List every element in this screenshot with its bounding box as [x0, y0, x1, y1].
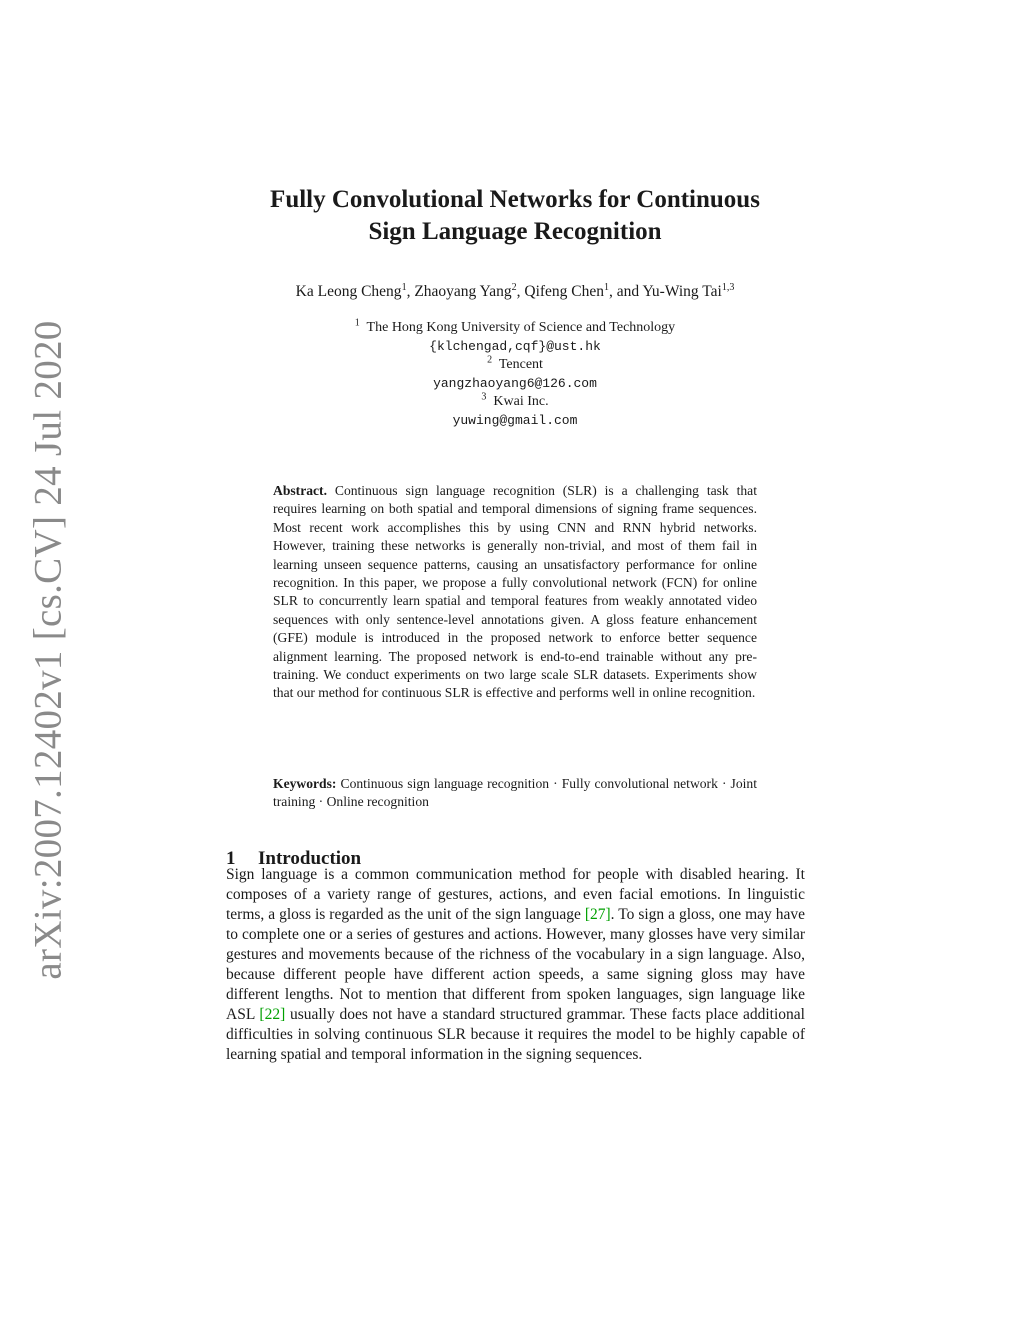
paper-title	[220, 184, 810, 248]
author-name: Zhaoyang Yang	[414, 283, 512, 300]
author-sup: 1,3	[721, 281, 735, 293]
intro-text: . To sign a gloss, one may have to complete one or a series of gestures and actions. However, many glosses have very similar gestures and movements because of the richness of the vocabulary in a sign language. Also, because different people have different action speeds, a same signing gloss may have different lengths. Not to mention that different from spoken languages, sign language like ASL	[226, 906, 805, 1023]
affiliation-email: yangzhaoyang6@126.com	[433, 375, 597, 391]
abstract-label: Abstract.	[273, 483, 327, 498]
introduction-paragraph	[226, 865, 805, 1065]
section-title: Introduction	[258, 848, 362, 869]
intro-text: usually does not have a standard structured grammar. These facts place additional difficulties in solving continuous SLR because it requires the model to be highly capable of learning spatial and temporal information in the signing sequences.	[226, 1006, 805, 1063]
affiliation-sup: 1	[354, 317, 360, 329]
affiliation-name: The Hong Kong University of Science and Technology	[366, 320, 676, 335]
affiliation-block	[250, 319, 780, 430]
abstract-text: Continuous sign language recognition (SLR) is a challenging task that requires learning on both spatial and temporal dimensions of signing frame sequences. Most recent work accomplishes this by using CNN and RNN hybrid networks. However, training these networks is generally non-trivial, and most of them fail in learning unseen sequence patterns, causing an unsatisfactory performance for online recognition. In this paper, we propose a fully convolutional network (FCN) for online SLR to concurrently learn spatial and temporal features from weakly annotated video sequences with only sentence-level annotations given. A gloss feature enhancement (GFE) module is introduced in the proposed network to enforce better sequence alignment learning. The proposed network is end-to-end trainable without any pre-training. We conduct experiments on two large scale SLR datasets. Experiments show that our method for continuous SLR is effective and performs well in online recognition.	[273, 483, 757, 701]
keywords	[273, 775, 757, 812]
keywords-label: Keywords:	[273, 776, 337, 791]
affiliation-email: yuwing@gmail.com	[452, 412, 578, 428]
affiliation-line	[250, 356, 780, 375]
affiliation-name: Tencent	[498, 357, 543, 372]
author-name: Qifeng Chen	[524, 283, 605, 300]
author-name: Yu-Wing Tai	[642, 283, 722, 300]
affiliation-sup: 2	[487, 354, 493, 366]
affiliation-sup: 3	[481, 391, 487, 403]
affiliation-email: {klchengad,cqf}@ust.hk	[429, 338, 601, 354]
citation-link[interactable]: [22]	[259, 1006, 286, 1023]
author-sup: 1	[604, 281, 610, 293]
author-sup: 2	[511, 281, 517, 293]
intro-text: Sign language is a common communication method for people with disabled hearing. It composes of a variety range of gestures, actions, and even facial emotions. In linguistic terms, a gloss is regarded as the unit of the sign language	[226, 866, 805, 923]
affiliation-line	[250, 393, 780, 412]
section-number: 1	[226, 848, 236, 869]
author-separator: ,	[406, 283, 415, 300]
author-separator: , and	[609, 283, 643, 300]
affiliation-name: Kwai Inc.	[493, 394, 549, 409]
arxiv-identifier-sidebar	[20, 320, 76, 980]
affiliation-line	[250, 319, 780, 338]
author-name: Ka Leong Cheng	[295, 283, 402, 300]
author-separator: ,	[516, 283, 525, 300]
author-list	[200, 283, 830, 301]
author-sup: 1	[401, 281, 407, 293]
arxiv-identifier-text: arXiv:2007.12402v1 [cs.CV] 24 Jul 2020	[26, 320, 70, 980]
citation-link[interactable]: [27]	[584, 906, 611, 923]
abstract	[273, 482, 757, 703]
title-line-2: Sign Language Recognition	[368, 218, 662, 245]
keywords-text: Continuous sign language recognition · Fully convolutional network · Joint training · Online recognition	[273, 776, 757, 810]
title-line-1: Fully Convolutional Networks for Continuous	[270, 186, 760, 213]
